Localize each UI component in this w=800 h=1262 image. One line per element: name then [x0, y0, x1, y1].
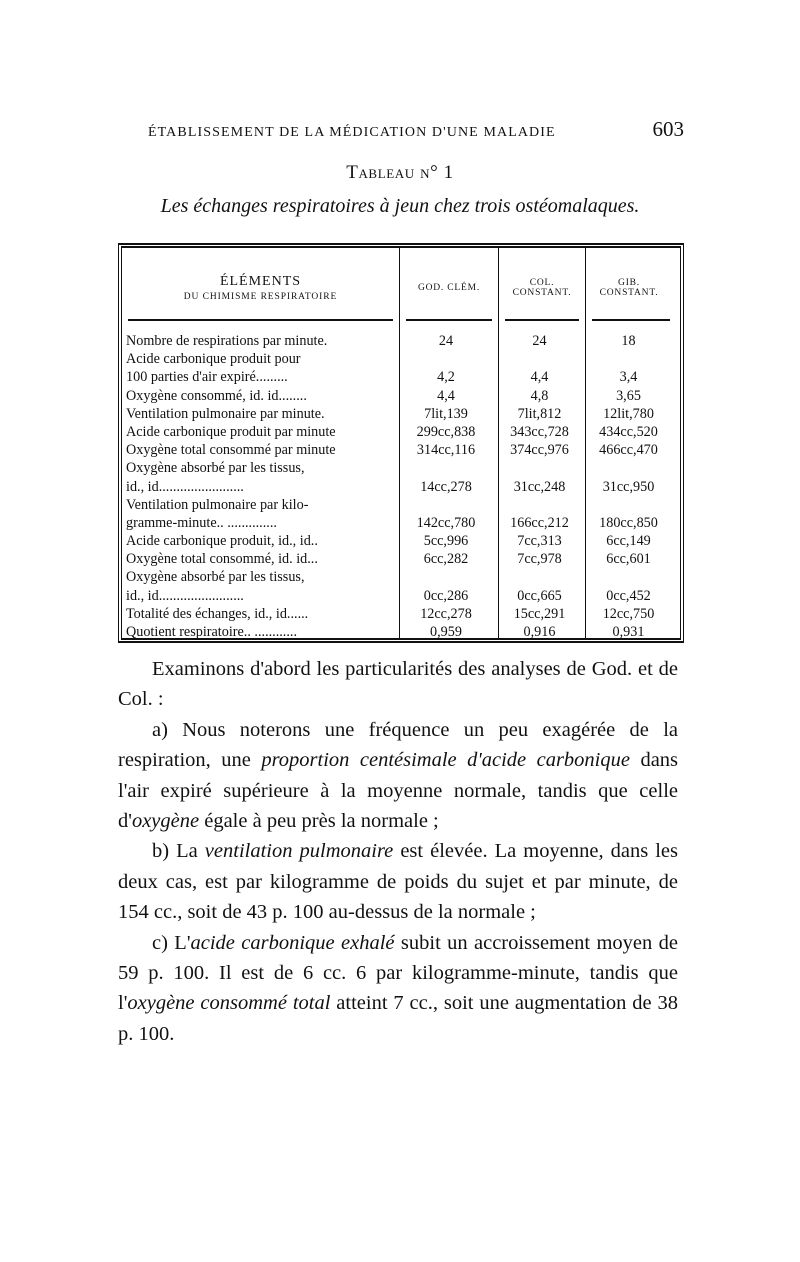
row-value: 15cc,291	[513, 605, 566, 622]
row-value: 299cc,838	[416, 423, 476, 440]
row-value: 31cc,950	[602, 478, 655, 495]
row-value: 374cc,976	[510, 442, 569, 459]
row-value: 31cc,248	[513, 478, 566, 495]
row-value: 314cc,116	[416, 442, 476, 459]
table-body	[122, 332, 680, 641]
row-label: Acide carbonique produit, id., id..	[126, 533, 318, 550]
header-rule	[406, 319, 492, 321]
table-row	[122, 496, 680, 532]
row-value: 18	[621, 333, 636, 349]
header-rule	[592, 319, 670, 321]
table-row	[122, 550, 680, 568]
data-table	[118, 243, 684, 643]
row-label: Acide carbonique produit par minute	[126, 423, 336, 440]
paragraph-b: b) La ventilation pulmonaire est élevée. La moyenne, dans les deux cas, est par kilogramme de poids du sujet et par minute, de 154 cc., soit de 43 p. 100 au-dessus de la normale ;	[118, 840, 679, 924]
row-value: 7lit,139	[424, 405, 468, 422]
header-gib-constant	[586, 259, 672, 317]
row-value: 343cc,728	[510, 423, 569, 440]
table-row	[122, 387, 680, 405]
header-col3-first: CONSTANT.	[599, 288, 659, 298]
table-row	[122, 568, 680, 604]
row-label: Totalité des échanges, id., id......	[126, 605, 309, 622]
row-value: 4,8	[530, 387, 549, 404]
row-value: 24	[532, 333, 547, 349]
row-value: 4,4	[530, 369, 549, 386]
row-value: 434cc,520	[599, 423, 658, 440]
row-label: Ventilation pulmonaire par kilo- gramme-minute.. ..............	[126, 496, 309, 531]
table-row	[122, 623, 680, 641]
row-value: 4,2	[437, 369, 455, 386]
row-value: 12cc,750	[602, 605, 655, 622]
row-value: 3,65	[616, 387, 641, 404]
row-label: Ventilation pulmonaire par minute.	[126, 405, 325, 422]
header-col3-name: GIB.	[618, 278, 640, 288]
paragraph-intro: Examinons d'abord les particularités des analyses de God. et de Col. :	[118, 658, 678, 711]
row-value: 3,4	[619, 369, 638, 386]
row-label: Quotient respiratoire.. ............	[126, 624, 297, 640]
header-rule	[505, 319, 579, 321]
header-col2-first: CONSTANT.	[512, 288, 572, 298]
table-subtitle: Les échanges respiratoires à jeun chez trois ostéomalaques.	[160, 195, 640, 217]
page-number: 603	[652, 117, 684, 141]
header-col1: GOD. CLÉM.	[417, 283, 481, 293]
row-label: Oxygène total consommé par minute	[126, 442, 336, 459]
row-value: 180cc,850	[599, 514, 658, 531]
row-value: 7lit,812	[517, 405, 562, 422]
body-text	[118, 654, 678, 1049]
running-title: ÉTABLISSEMENT DE LA MÉDICATION D'UNE MALADIE	[148, 125, 556, 140]
row-label: Acide carbonique produit pour 100 parties d'air expiré.........	[126, 351, 301, 386]
table-row	[122, 441, 680, 459]
row-value: 14cc,278	[420, 478, 472, 495]
table-row	[122, 405, 680, 423]
row-value: 466cc,470	[599, 442, 658, 459]
row-value: 4,4	[437, 387, 455, 404]
row-value: 5cc,996	[423, 533, 469, 550]
running-head	[148, 117, 684, 142]
table-row	[122, 532, 680, 550]
table-row	[122, 459, 680, 495]
row-value: 166cc,212	[510, 514, 569, 531]
row-label: Oxygène absorbé par les tissus, id., id........................	[126, 460, 305, 495]
table-title: Tableau n° 1	[346, 162, 454, 183]
row-value: 6cc,601	[606, 551, 651, 568]
header-col-constant	[499, 259, 585, 317]
table-row	[122, 605, 680, 623]
row-value: 6cc,282	[423, 551, 469, 568]
row-value: 24	[438, 333, 454, 349]
row-value: 7cc,978	[517, 551, 562, 568]
paragraph-c: c) L'acide carbonique exhalé subit un accroissement moyen de 59 p. 100. Il est de 6 cc. 6 par kilogramme-minute, tandis que l'oxygène consommé total atteint 7 cc., soit une augmentation de 38 p. 100.	[118, 931, 678, 1045]
row-value: 0,931	[612, 624, 645, 640]
row-value: 12cc,278	[420, 605, 472, 622]
row-value: 12lit,780	[603, 405, 654, 422]
header-col2-name: COL.	[529, 278, 555, 288]
row-value: 0,959	[430, 624, 462, 640]
row-label: Oxygène total consommé, id. id...	[126, 551, 318, 568]
row-label: Oxygène consommé, id. id........	[126, 387, 307, 404]
row-value: 0,916	[523, 624, 556, 640]
row-value: 0cc,665	[517, 587, 562, 604]
header-rule	[128, 319, 393, 321]
header-elements	[122, 259, 399, 317]
row-value: 0cc,286	[423, 587, 469, 604]
table-row	[122, 332, 680, 350]
row-label: Nombre de respirations par minute.	[126, 333, 328, 349]
row-value: 142cc,780	[416, 514, 476, 531]
table-row	[122, 423, 680, 441]
row-value: 7cc,313	[517, 533, 562, 550]
row-value: 6cc,149	[606, 533, 651, 550]
header-god-clem	[400, 259, 498, 317]
row-value: 0cc,452	[606, 587, 651, 604]
table-row	[122, 350, 680, 386]
row-label: Oxygène absorbé par les tissus, id., id........................	[126, 569, 305, 604]
header-elements-sub: DU CHIMISME RESPIRATOIRE	[183, 292, 338, 302]
paragraph-a: a) Nous noterons une fréquence un peu exagérée de la respiration, une proportion centésimale d'acide carbonique dans l'air expiré supérieure à la moyenne normale, tandis que celle d'oxygène égale à peu près la normale ;	[118, 718, 679, 833]
header-elements-main: ÉLÉMENTS	[219, 274, 302, 289]
